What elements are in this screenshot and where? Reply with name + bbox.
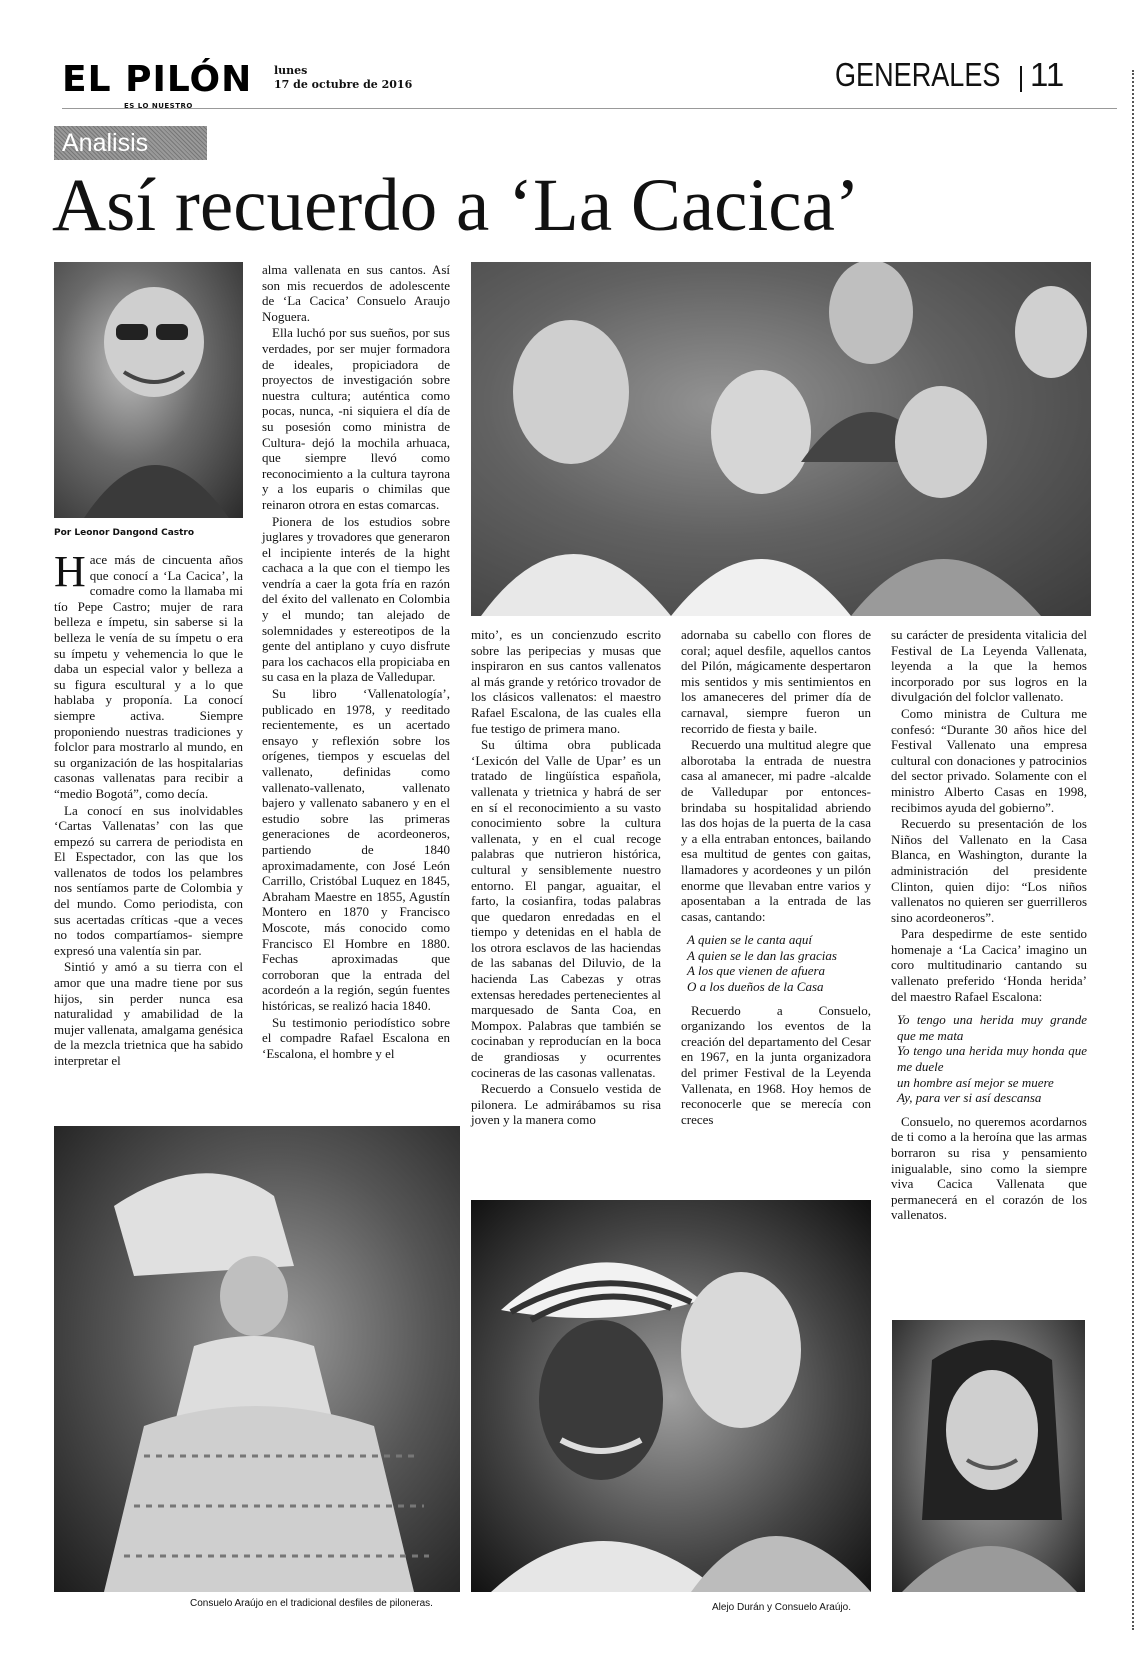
duran-photo-caption: Alejo Durán y Consuelo Araújo. <box>712 1602 851 1613</box>
paragraph: Su última obra publicada ‘Lexicón del Valle de Upar’ es un tratado de lingüística española, vallenata y trietnica y habrá de ser en sí el reconocimiento a su vasto conocimiento sobre la cultura vallenata, y en el cual recoge palabras que nutrieron histórica, cultural y sensiblemente nuestro entorno. El pangar, aguaitar, el farto, la cosianfira, todas palabras que quedaron enredadas en el tiempo y detenidas en el habla de los otrora esclavos de las haciendas de las sabanas del Diluvio, de la hacienda Las Cabezas y otras extensas heredades pertenecientes al marquesado de Santa Coa, en Mompox. Palabras que también se cocinaban y reproducían en la boca de grandiosas y ocurrentes cocineras de las casonas vallenatas. <box>471 737 661 1080</box>
byline: Por Leonor Dangond Castro <box>54 528 195 538</box>
group-photo-art <box>471 262 1091 616</box>
issue-day: lunes <box>274 64 308 77</box>
section-name: GENERALES <box>835 56 1001 93</box>
paragraph: Sintió y amó a su tierra con el amor que una madre tiene por sus hijos, sin perder nunca esa naturalidad y amabilidad de la mujer vallenata, amalgama genésica de la mezcla trietnica que ha sabido interpretar el <box>54 959 243 1068</box>
paragraph: su carácter de presidenta vitalicia del Festival de La Leyenda Vallenata, leyenda a la que la hemos incorporado por sus logros en la divulgación del folclor vallenato. <box>891 627 1087 705</box>
verse-block <box>681 932 871 994</box>
paragraph: mito’, es un concienzudo escrito sobre las peripecias y musas que inspiraron en sus cantos vallenatos al más grande y retórico trovador de los clásicos vallenatos: el maestro Rafael Escalona, de las cuales ella fue testigo de primera mano. <box>471 627 661 736</box>
verse-line: Ay, para ver si así descansa <box>897 1090 1042 1106</box>
paragraph: Recuerdo una multitud alegre que alborotaba la entrada de nuestra casa al amanecer, mi padre -alcalde de Valledupar por entonces- brindaba su hospitalidad abriendo las dos hojas de la puerta de la casa y a ella entraban entonces, bailando esa multitud de gentes con gaitas, llamadores y acordeones y un pilón enorme que llevaban entre varios y aposentaban a la entrada de las casas, cantando: <box>681 737 871 924</box>
issue-date <box>274 64 412 92</box>
paragraph: alma vallenata en sus cantos. Así son mis recuerdos de adolescente de ‘La Cacica’ Consuelo Araujo Noguera. <box>262 262 450 324</box>
paragraph: La conocí en sus inolvidables ‘Cartas Vallenatas’ con las que empezó su carrera de periodista en El Espectador, con las que los vallenatos de todos los pelambres nos sentíamos parte de Colombia y del mundo. Como periodista, con sus acertadas críticas -que a veces no todos compartíamos- siempre expresó una valentía sin par. <box>54 802 243 958</box>
article-headline: Así recuerdo a ‘La Cacica’ <box>52 164 860 247</box>
drop-cap: H <box>54 547 86 596</box>
paragraph: Su libro ‘Vallenatología’, publicado en 1978, y reeditado recientemente, es un acertado ensayo y reflexión sobre los orígenes, tiempos y escuelas del vallenato, definidas como vallenato-vallenato, vallenato bajero y vallenato sabanero y en el estudio sobre las primeras generaciones de acordeoneros, partiendo de 1840 aproximadamente, con José León Carrillo, Cristóbal Luquez en 1845, Abraham Maestre en 1855, Agustín Montero en 1870 y Francisco Moscote, más conocido como Francisco El Hombre en 1880. Fechas aproximadas que corroboran que la entrada del acordeón a la región, según fuentes históricas, se realizó hacia 1840. <box>262 686 450 1013</box>
verse-line: A quien se le dan las gracias <box>687 947 837 963</box>
logo-tagline: ES LO NUESTRO <box>124 102 193 110</box>
paragraph: Recuerdo a Consuelo, organizando los eventos de la creación del departamento del Cesar en 1967, en la junta organizadora del primer Festival de la Leyenda Vallenata, en 1968. Hoy hemos de reconocerle que se merecía con creces <box>681 1002 871 1127</box>
verse-line: A los que vienen de afuera <box>687 963 826 979</box>
paragraph: Consuelo, no queremos acordarnos de ti como a la heroína que las armas borraron su risa y pensamiento inigualable, sino como la siempre viva Cacica Vallenata que permanecerá en el corazón de los vallenatos. <box>891 1113 1087 1223</box>
dancer-photo-art <box>54 1126 460 1592</box>
consuelo-portrait-art <box>892 1320 1085 1592</box>
author-photo-art <box>54 262 243 518</box>
paragraph: Su testimonio periodístico sobre el compadre Rafael Escalona en ‘Escalona, el hombre y el <box>262 1014 450 1061</box>
paragraph: Para despedirme de este sentido homenaje a ‘La Cacica’ imagino un coro multitudinario cantando su vallenato preferido ‘Honda herida’ del maestro Rafael Escalona: <box>891 926 1087 1004</box>
article-kicker: Analisis <box>54 126 207 160</box>
paragraph: adornaba su cabello con flores de coral; aquel desfile, aquellos cantos del Pilón, mágicamente despertaron mis sentidos y mis sentimientos en los amaneceres del primer día de carnaval, siempre fueron un recorrido de fiesta y baile. <box>681 627 871 736</box>
dancer-photo <box>54 1126 460 1592</box>
paragraph: Ella luchó por sus sueños, por sus verdades, por ser mujer formadora de ideales, propiciadora de proyectos de investigación sobre nuestra cultura; auténtica como pocas, nunca, -ni siquiera el día de su posesión como ministra de Cultura- dejó la mochila arhuaca, que siempre llevó como reconocimiento a la cultura tayrona y a los euparis o chimilas que reinaron otrora en estas comarcas. <box>262 325 450 512</box>
page-edge-marks <box>1132 70 1136 1630</box>
verse-line: O a los dueños de la Casa <box>687 979 824 995</box>
article-column-1 <box>54 547 243 1070</box>
author-photo <box>54 262 243 518</box>
paragraph: Pionera de los estudios sobre juglares y trovadores que generaron el incipiente interés de la hight cachaca a la que con el tiempo les vendría a caer la gota fría en razón del éxito del vallenato en Colombia y el mundo; tan alejado de solemnidades y estereotipos de la gente del antiplano y cuyo disfrute para los cachacos ella propiciaba en su casa en la plaza de Valledupar. <box>262 513 450 685</box>
article-column-5 <box>891 627 1087 1224</box>
duran-photo <box>471 1200 871 1592</box>
masthead-rule <box>62 108 1117 109</box>
duran-photo-art <box>471 1200 871 1592</box>
newspaper-logo: EL PILÓN <box>62 59 253 100</box>
dancer-photo-caption: Consuelo Araújo en el tradicional desfiles de piloneras. <box>190 1598 433 1609</box>
section-divider <box>1020 66 1022 92</box>
consuelo-portrait <box>892 1320 1085 1592</box>
group-photo <box>471 262 1091 616</box>
page-number: 11 <box>1030 56 1065 93</box>
article-column-4 <box>681 627 871 1128</box>
verse-block <box>891 1012 1087 1106</box>
article-column-2 <box>262 262 450 1062</box>
issue-full-date: 17 de octubre de 2016 <box>274 78 413 91</box>
article-column-3 <box>471 627 661 1129</box>
verse-line: Yo tengo una herida muy honda que me duele <box>897 1043 1087 1075</box>
verse-line: Yo tengo una herida muy grande que me mata <box>897 1012 1087 1043</box>
paragraph: Recuerdo a Consuelo vestida de pilonera. Le admirábamos su risa joven y la manera como <box>471 1081 661 1128</box>
verse-line: A quien se le canta aquí <box>687 932 813 948</box>
verse-line: un hombre así mejor se muere <box>897 1074 1054 1090</box>
paragraph: Como ministra de Cultura me confesó: “Durante 30 años hice del Festival Vallenato una empresa cultural con donaciones y patrocinios del sector privado. Solamente con el ministro Alberto Casas en 1998, recibimos ayuda del gobierno”. <box>891 705 1087 815</box>
paragraph: Recuerdo su presentación de los Niños del Vallenato en la Casa Blanca, en Washington, durante la administración del presidente Clinton, quien dijo: “Los niños vallenatos no quieren ser guerrilleros sino acordeoneros”. <box>891 816 1087 925</box>
paragraph: ace más de cincuenta años que conocí a ‘La Cacica’, la comadre como la llamaba mi tío Pepe Castro; mujer de rara belleza e ímpetu, sin saberse si la belleza le venía de su ímpetu o era su ímpetu y vehemencia lo que le daba un especial valor y belleza a su figura escultural y a lo que hablaba y proponía. La conocí siempre activa. Siempre proponiendo nuestras tradiciones y folclor para mostrarlo al mundo, en su organización de las hospitalarias casonas vallenatas para recibir a “medio Bogotá”, como decía. <box>54 552 243 801</box>
